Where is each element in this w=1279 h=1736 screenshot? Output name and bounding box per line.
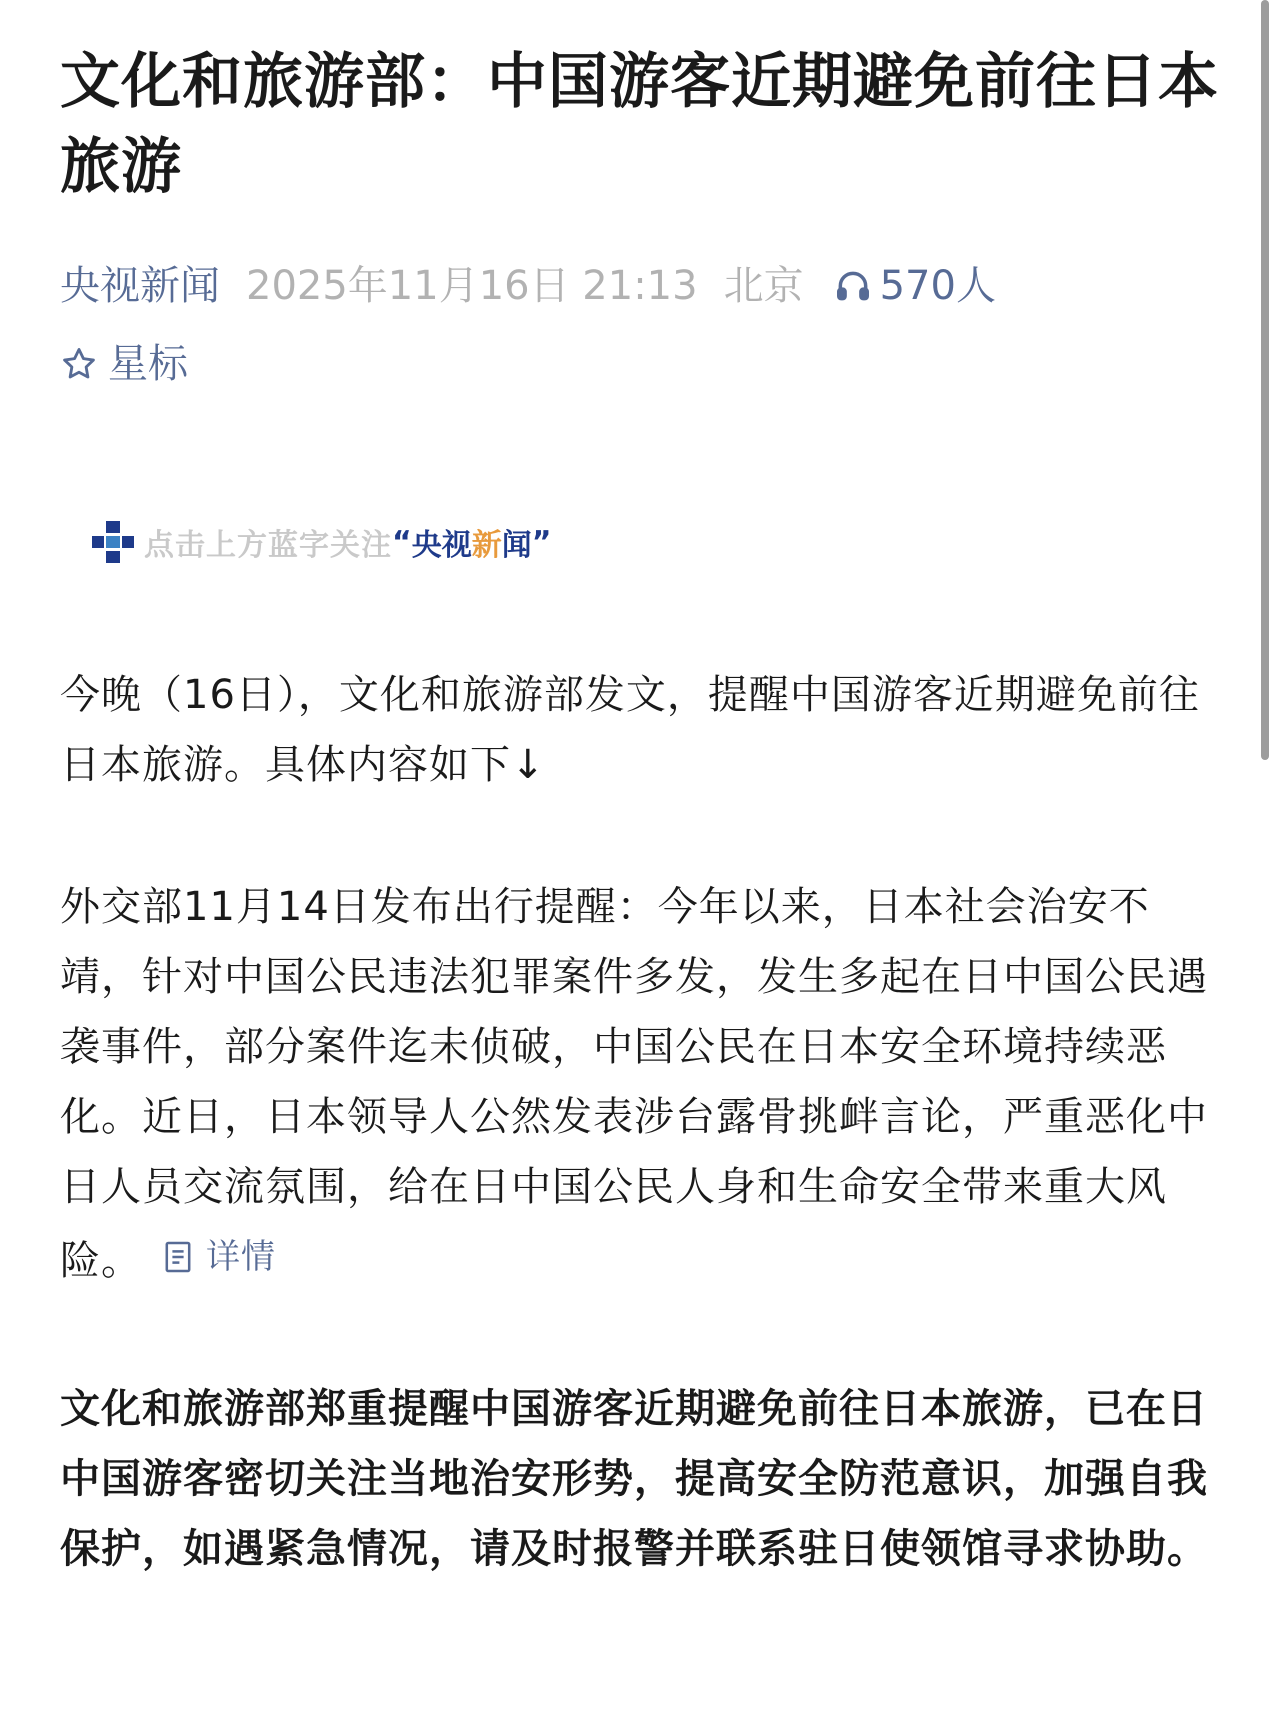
star-label: 星标 bbox=[108, 341, 188, 387]
article-title: 文化和旅游部：中国游客近期避免前往日本旅游 bbox=[60, 47, 1219, 202]
reminder-paragraph: 文化和旅游部郑重提醒中国游客近期避免前往日本旅游，已在日中国游客密切关注当地治安形势，提高安全防范意识，加强自我保护，如遇紧急情况，请及时报警并联系驻日使领馆寻求协助。 bbox=[60, 1386, 1208, 1572]
article-meta bbox=[60, 258, 1225, 314]
document-icon bbox=[164, 1240, 192, 1274]
open-quote: “ bbox=[392, 524, 412, 560]
close-quote: ” bbox=[531, 524, 552, 560]
follow-banner[interactable] bbox=[90, 512, 1225, 572]
detail-label: 详情 bbox=[206, 1237, 276, 1277]
mfa-notice-paragraph bbox=[60, 872, 1225, 1296]
publish-location: 北京 bbox=[723, 263, 804, 309]
cctv-news-logo-icon bbox=[90, 519, 136, 565]
star-button[interactable] bbox=[60, 336, 1225, 392]
brand-name-part2: 新 bbox=[471, 528, 502, 563]
listen-count: 570人 bbox=[879, 263, 996, 309]
follow-prompt: 点击上方蓝字关注 bbox=[144, 528, 392, 563]
detail-link[interactable] bbox=[164, 1222, 276, 1292]
star-icon bbox=[60, 345, 98, 383]
publish-datetime: 2025年11月16日 21:13 bbox=[246, 263, 698, 309]
listen-button[interactable] bbox=[834, 258, 996, 314]
brand-name-part3: 闻 bbox=[501, 528, 532, 563]
article bbox=[60, 40, 1225, 1584]
source-account-link[interactable]: 央视新闻 bbox=[60, 263, 220, 309]
mfa-notice-text: 外交部11月14日发布出行提醒：今年以来，日本社会治安不靖，针对中国公民违法犯罪案件多发，发生多起在日中国公民遇袭事件，部分案件迄未侦破，中国公民在日本安全环境持续恶化。近日，日本领导人公然发表涉台露骨挑衅言论，严重恶化中日人员交流氛围，给在日中国公民人身和生命安全带来重大风险。 bbox=[60, 884, 1208, 1284]
headphones-icon bbox=[834, 267, 872, 305]
scrollbar[interactable] bbox=[1261, 0, 1269, 760]
brand-name-part1: 央视 bbox=[411, 528, 472, 563]
intro-paragraph: 今晚（16日），文化和旅游部发文，提醒中国游客近期避免前往日本旅游。具体内容如下↓ bbox=[60, 672, 1200, 788]
